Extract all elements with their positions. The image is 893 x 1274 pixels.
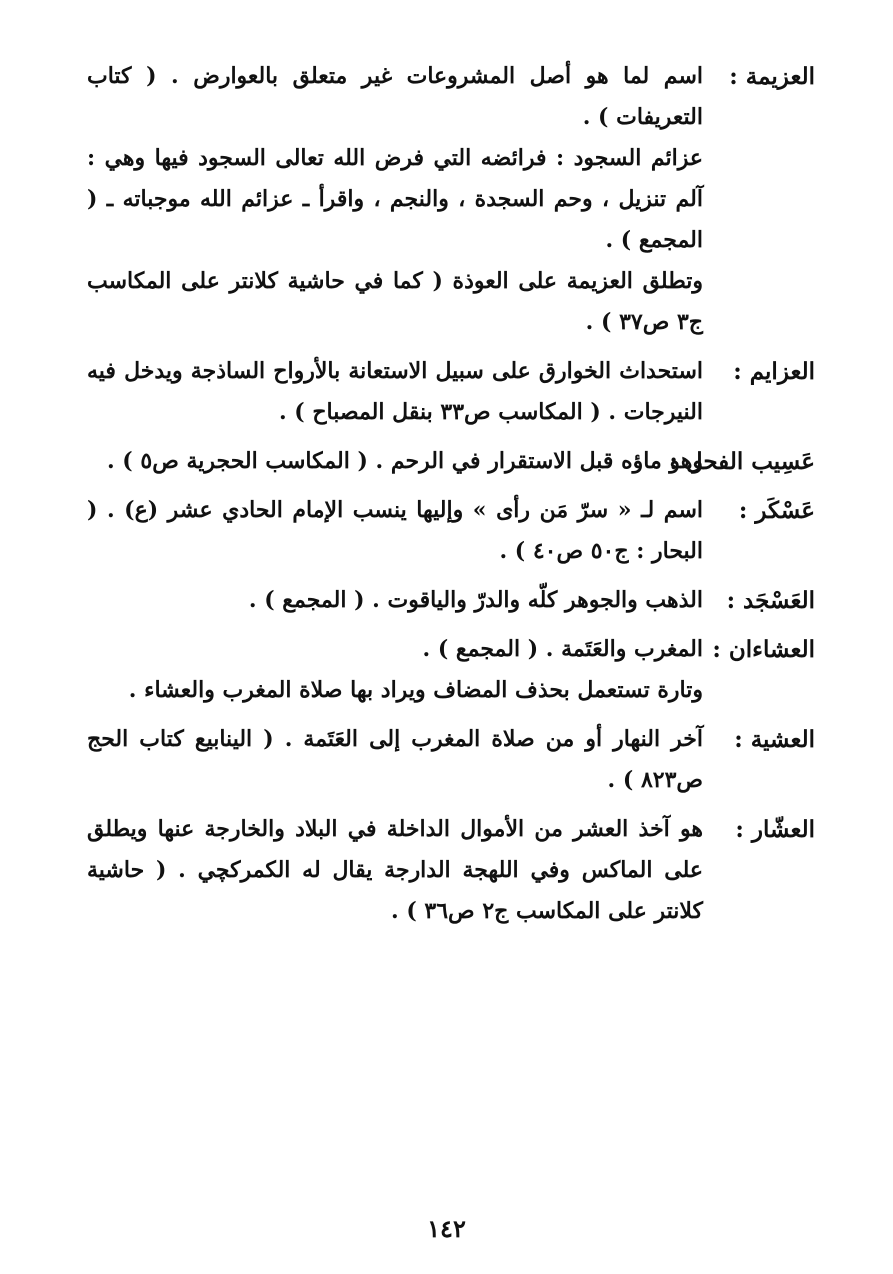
entry-definition — [87, 580, 703, 621]
entry-definition — [87, 441, 703, 482]
entry-term: العشّار : — [735, 816, 815, 843]
definition-paragraph: الذهب والجوهر كلّه والدرّ والياقوت . ( المجمع ) . — [248, 587, 703, 613]
entry-term: عَسْكَر : — [738, 497, 815, 524]
entry-al-ishaan — [87, 629, 815, 711]
definition-paragraph: اسم لما هو أصل المشروعات غير متعلق بالعوارض . ( كتاب التعريفات ) . — [87, 63, 703, 130]
entry-definition — [87, 719, 703, 801]
entry-al-azaayim — [87, 351, 815, 433]
definition-paragraph: وهو ماؤه قبل الاستقرار في الرحم . ( المكاسب الحجرية ص٥ ) . — [106, 448, 703, 474]
entry-term: العشية : — [734, 726, 815, 753]
definition-paragraph: آخر النهار أو من صلاة المغرب إلى العَتَمة . ( الينابيع كتاب الحج ص٨٢٣ ) . — [87, 726, 703, 793]
entry-al-asjad — [87, 580, 815, 621]
entry-definition — [87, 809, 703, 932]
definition-paragraph: المغرب والعَتَمة . ( المجمع ) . — [422, 636, 703, 662]
entry-askar — [87, 490, 815, 572]
definition-paragraph: وتارة تستعمل بحذف المضاف ويراد بها صلاة المغرب والعشاء . — [128, 677, 703, 703]
entry-term: العَسْجَد : — [726, 587, 815, 614]
entries-list — [87, 56, 815, 940]
definition-paragraph: عزائم السجود : فرائضه التي فرض الله تعالى السجود فيها وهي : آلم تنزيل ، وحم السجدة ، والنجم ، واقرأ ـ عزائم الله موجباته ـ ( المجمع ) . — [87, 145, 703, 253]
entry-al-ashshar — [87, 809, 815, 932]
entry-asib-al-fahl — [87, 441, 815, 482]
entry-al-aziima — [87, 56, 815, 343]
definition-paragraph: استحداث الخوارق على سبيل الاستعانة بالأرواح الساذجة ويدخل فيه النيرجات . ( المكاسب ص٣٣ بنقل المصباح ) . — [87, 358, 703, 425]
definition-paragraph: هو آخذ العشر من الأموال الداخلة في البلاد والخارجة عنها ويطلق على الماكس وفي اللهجة الدارجة يقال له الكمركچي . ( حاشية كلانتر على المكاسب ج٢ ص٣٦ ) . — [87, 816, 703, 924]
entry-definition — [87, 351, 703, 433]
entry-term: عَسِيب الفحل : — [669, 448, 815, 475]
entry-term: العزيمة : — [729, 63, 815, 90]
entry-term: العزايم : — [733, 358, 815, 385]
entry-term: العشاءان : — [712, 636, 815, 663]
definition-paragraph: اسم لـ « سرّ مَن رأى » وإليها ينسب الإمام الحادي عشر (ع) . ( البحار : ج٥٠ ص٤٠ ) . — [87, 497, 703, 564]
definition-paragraph: وتطلق العزيمة على العوذة ( كما في حاشية كلانتر على المكاسب ج٣ ص٣٧ ) . — [87, 268, 703, 335]
entry-al-ashiyya — [87, 719, 815, 801]
page-number: ١٤٢ — [427, 1214, 466, 1243]
entry-definition — [87, 56, 703, 343]
entry-definition — [87, 490, 703, 572]
entry-definition — [87, 629, 703, 711]
